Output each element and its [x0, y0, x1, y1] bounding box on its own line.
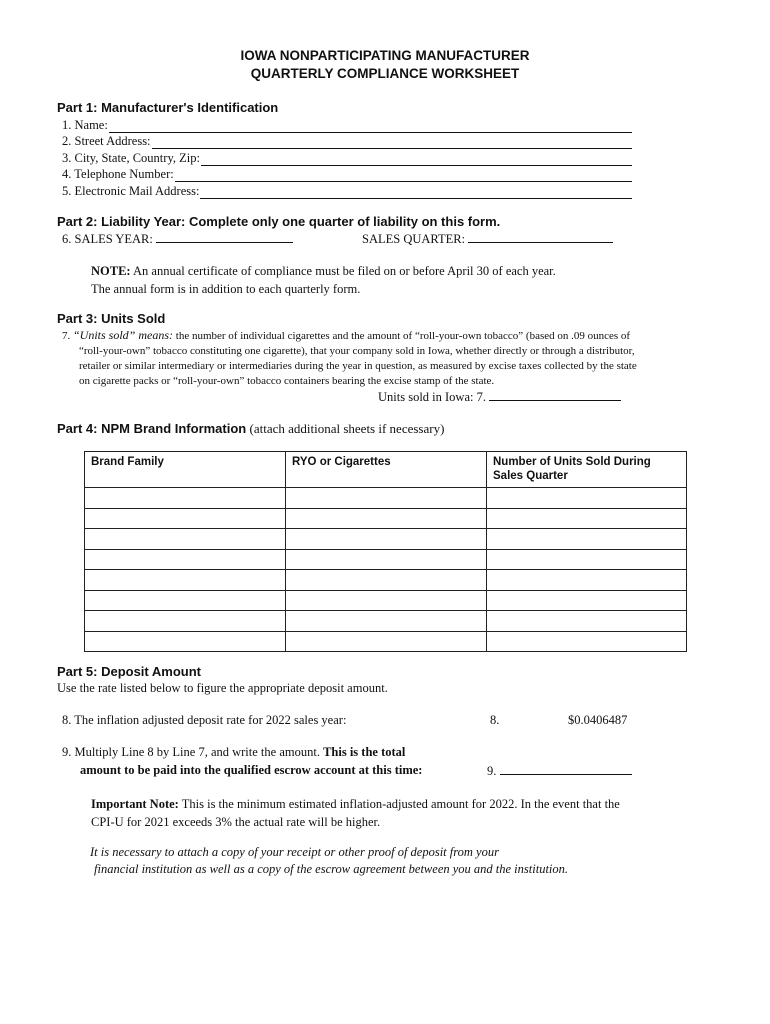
line-8-ref: 8. [490, 713, 500, 727]
brand-family-cell[interactable] [85, 570, 286, 591]
name-field[interactable] [62, 117, 632, 133]
telephone-label: 4. Telephone Number: [62, 167, 174, 181]
important-line-2: CPI-U for 2021 exceeds 3% the actual rate will be higher. [91, 815, 381, 829]
definition-line-1: the number of individual cigarettes and the amount of “roll-your-own tobacco” (based on .09 ounces of [173, 330, 631, 342]
title-line-2: QUARTERLY COMPLIANCE WORKSHEET [250, 66, 520, 81]
sales-year-label: 6. SALES YEAR: [62, 232, 156, 246]
name-blank[interactable] [109, 120, 632, 133]
sales-quarter-blank[interactable] [468, 231, 613, 243]
telephone-blank[interactable] [175, 169, 632, 182]
sales-quarter-label: SALES QUARTER: [362, 232, 469, 246]
units-sold-blank[interactable] [489, 389, 621, 401]
important-label: Important Note: [91, 797, 179, 811]
brand-table-row [85, 590, 687, 611]
ryo-or-cigarettes-cell[interactable] [286, 611, 487, 632]
brand-table-row [85, 529, 687, 550]
units-sold-cell[interactable] [487, 570, 687, 591]
city-state-label: 3. City, State, Country, Zip: [62, 151, 200, 165]
units-sold-cell[interactable] [487, 508, 687, 529]
line-9-ref: 9. [487, 764, 500, 778]
brand-table-header [85, 452, 687, 488]
city-state-blank[interactable] [201, 153, 632, 166]
ryo-or-cigarettes-cell[interactable] [286, 631, 487, 652]
units-sold-definition [62, 328, 722, 389]
title-line-1: IOWA NONPARTICIPATING MANUFACTURER [240, 48, 530, 63]
units-sold-label: Units sold in Iowa: 7. [378, 390, 490, 404]
brand-family-cell[interactable] [85, 631, 286, 652]
brand-family-cell[interactable] [85, 549, 286, 570]
units-sold-cell[interactable] [487, 590, 687, 611]
line-9-text [62, 745, 405, 760]
attach-line-1: It is necessary to attach a copy of your receipt or other proof of deposit from your [90, 845, 499, 859]
part3-heading: Part 3: Units Sold [57, 311, 166, 326]
email-blank[interactable] [200, 186, 632, 199]
units-sold-cell[interactable] [487, 611, 687, 632]
deposit-intro: Use the rate listed below to figure the appropriate deposit amount. [57, 681, 388, 695]
line-8-rate-value: $0.0406487 [568, 713, 628, 727]
line-9-instruction: 9. Multiply Line 8 by Line 7, and write the amount. [62, 745, 324, 759]
brand-family-cell[interactable] [85, 488, 286, 509]
street-address-blank[interactable] [152, 136, 632, 149]
name-label: 1. Name: [62, 118, 108, 132]
note-label: NOTE: [91, 264, 131, 278]
units-sold-field[interactable] [378, 389, 621, 405]
brand-table-row [85, 549, 687, 570]
ryo-or-cigarettes-cell[interactable] [286, 488, 487, 509]
street-address-field[interactable] [62, 133, 632, 149]
definition-line-2: “roll-your-own” tobacco constituting one cigarette), that your company sold in Iowa, whether directly or through a distributor, [79, 345, 635, 357]
item-number-7: 7. [62, 330, 71, 342]
line-9-bold-a: This is the total [323, 745, 406, 759]
part4-heading-text: Part 4: NPM Brand Information [57, 421, 247, 436]
col-brand-family: Brand Family [85, 452, 286, 488]
part1-heading: Part 1: Manufacturer's Identification [57, 100, 279, 115]
note-line-2: The annual form is in addition to each quarterly form. [91, 282, 361, 296]
ryo-or-cigarettes-cell[interactable] [286, 529, 487, 550]
definition-line-4: on cigarette packs or “roll-your-own” tobacco containers bearing the excise stamp of the state. [79, 375, 495, 387]
line-9-field[interactable] [487, 763, 632, 779]
units-sold-cell[interactable] [487, 488, 687, 509]
brand-table-row [85, 611, 687, 632]
note-line-1: An annual certificate of compliance must be filed on or before April 30 of each year. [130, 264, 556, 278]
brand-family-cell[interactable] [85, 508, 286, 529]
email-field[interactable] [62, 183, 632, 199]
units-sold-term: “Units sold” means: [73, 328, 174, 342]
col-ryo-or-cigarettes: RYO or Cigarettes [286, 452, 487, 488]
units-sold-cell[interactable] [487, 529, 687, 550]
part4-heading [57, 421, 444, 437]
important-note [91, 795, 620, 831]
ryo-or-cigarettes-cell[interactable] [286, 590, 487, 611]
brand-table [84, 451, 687, 652]
sales-year-field[interactable] [62, 231, 293, 247]
ryo-or-cigarettes-cell[interactable] [286, 508, 487, 529]
ryo-or-cigarettes-cell[interactable] [286, 570, 487, 591]
line-8-text: 8. The inflation adjusted deposit rate for 2022 sales year: [62, 713, 347, 727]
definition-line-3: retailer or similar intermediary or intermediaries during the year in question, as measured by excise taxes collected by the state [79, 360, 637, 372]
part5-heading: Part 5: Deposit Amount [57, 664, 201, 679]
line-9-blank[interactable] [500, 763, 632, 775]
units-sold-cell[interactable] [487, 549, 687, 570]
part4-heading-note: (attach additional sheets if necessary) [246, 421, 445, 436]
brand-family-cell[interactable] [85, 611, 286, 632]
annual-note [91, 262, 556, 298]
important-line-1: This is the minimum estimated inflation-adjusted amount for 2022. In the event that the [178, 797, 620, 811]
attach-line-2: financial institution as well as a copy of the escrow agreement between you and the institution. [94, 862, 569, 876]
ryo-or-cigarettes-cell[interactable] [286, 549, 487, 570]
brand-family-cell[interactable] [85, 529, 286, 550]
col-units-sold: Number of Units Sold During Sales Quarter [487, 452, 687, 488]
brand-table-row [85, 488, 687, 509]
street-address-label: 2. Street Address: [62, 134, 151, 148]
brand-family-cell[interactable] [85, 590, 286, 611]
brand-table-row [85, 631, 687, 652]
brand-table-row [85, 508, 687, 529]
line-9-bold-b: amount to be paid into the qualified escrow account at this time: [80, 763, 423, 777]
city-state-field[interactable] [62, 150, 632, 166]
sales-quarter-field[interactable] [362, 231, 613, 247]
email-label: 5. Electronic Mail Address: [62, 184, 200, 198]
units-sold-cell[interactable] [487, 631, 687, 652]
part2-heading: Part 2: Liability Year: Complete only one quarter of liability on this form. [57, 214, 501, 229]
sales-year-blank[interactable] [156, 231, 293, 243]
brand-table-row [85, 570, 687, 591]
telephone-field[interactable] [62, 166, 632, 182]
